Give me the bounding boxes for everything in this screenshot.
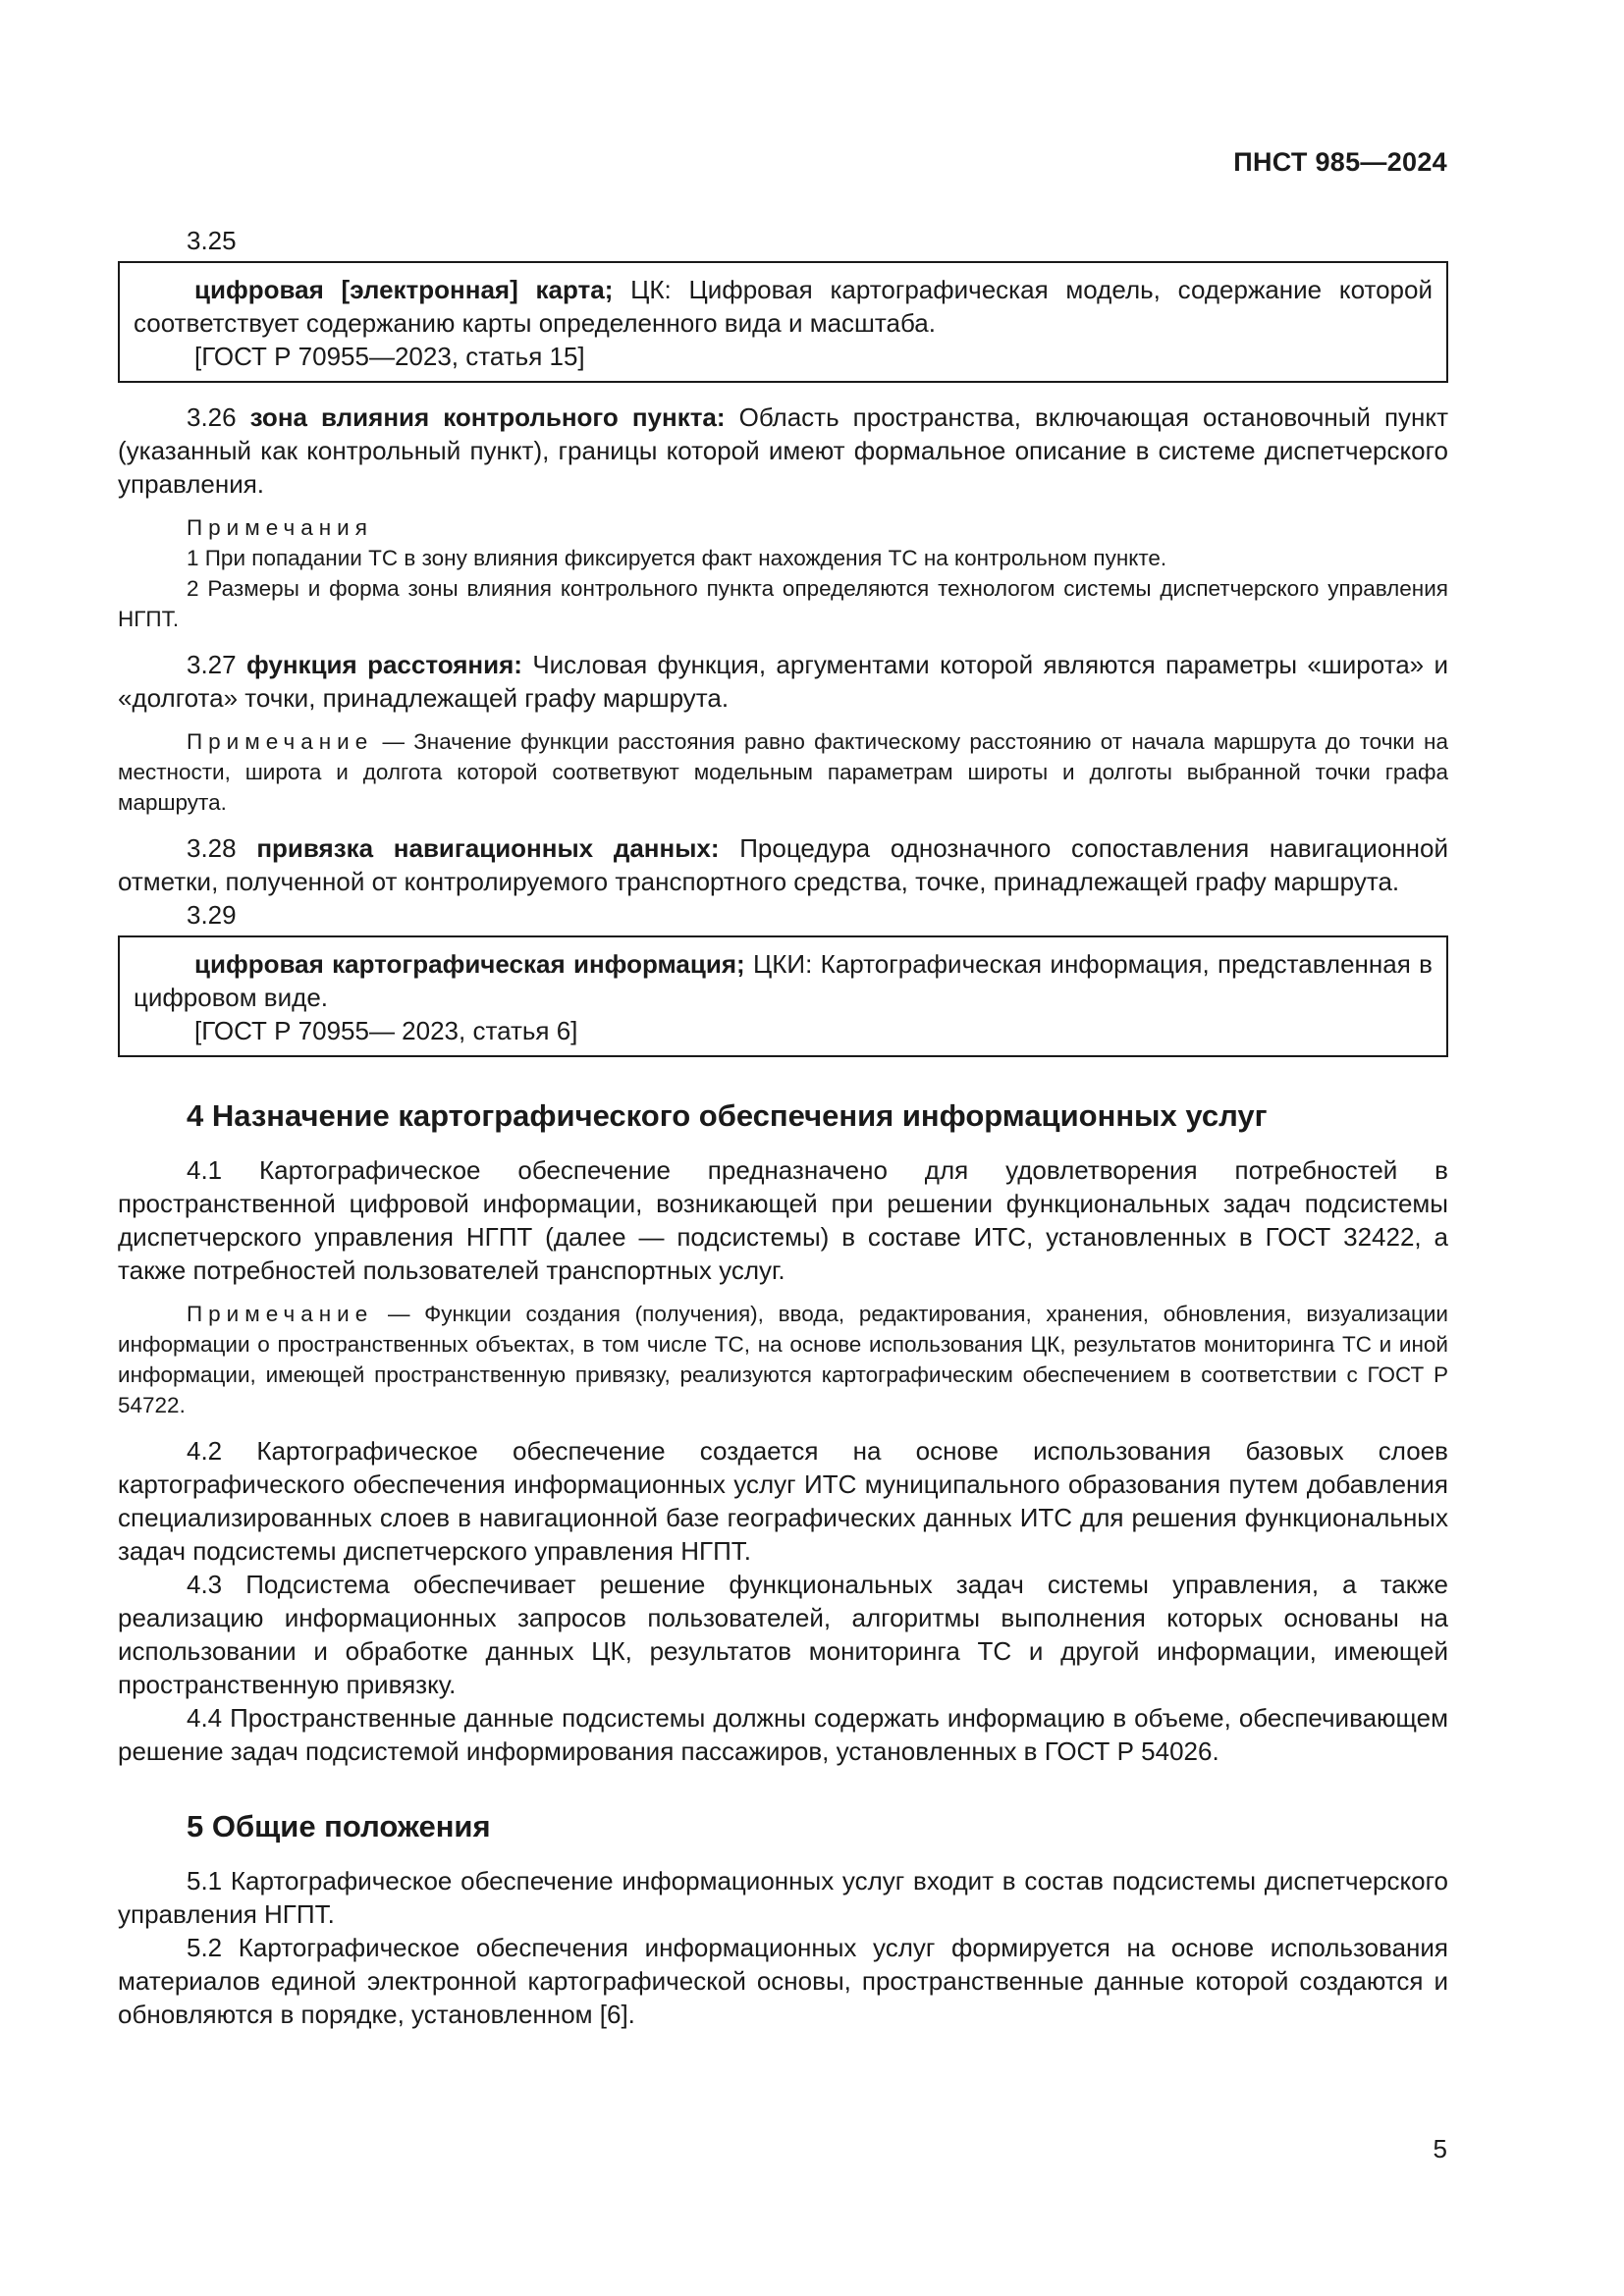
term-title: зона влияния контрольного пункта: xyxy=(249,402,726,432)
paragraph-4-3: 4.3 Подсистема обеспечивает решение функциональных задач системы управления, а также реализацию информационных запросов пользователей, алгоритмы выполнения которых основаны на использовании и обработке данных ЦК, результатов мониторинга ТС и другой информации, имеющей пространственную привязку. xyxy=(118,1570,1448,1699)
document-id: ПНСТ 985—2024 xyxy=(1233,147,1447,177)
term-number: 3.28 xyxy=(187,833,237,863)
term-title: привязка навигационных данных: xyxy=(256,833,720,863)
paragraph-4-2: 4.2 Картографическое обеспечение создается на основе использования базовых слоев картографического обеспечения информационных услуг ИТС муниципального образования путем добавления специализированных слоев в навигационной базе географических данных ИТС для решения функциональных задач подсистемы диспетчерского управления НГПТ. xyxy=(118,1436,1448,1566)
term-text: ЦК: Цифровая картографическая модель, содержание которой соответствует содержанию карты определенного вида и масштаба. xyxy=(134,275,1433,338)
page-number: 5 xyxy=(1433,2134,1447,2163)
note-label: Примечание xyxy=(187,729,374,754)
note-text: — Функции создания (получения), ввода, редактирования, хранения, обновления, визуализации информации о пространственных объектах, в том числе ТС, на основе использования ЦК, результатов мониторинга ТС и иной информации, имеющей пространственную привязку, реализуются картографическим обеспечением в соответствии с ГОСТ Р 54722. xyxy=(118,1302,1448,1417)
term-title: цифровая [электронная] карта; xyxy=(194,275,614,304)
term-number: 3.26 xyxy=(187,402,237,432)
note-text: — Значение функции расстояния равно фактическому расстоянию от начала маршрута до точки на местности, широта и долгота которой соответвуют модельным параметрам широты и долготы выбранной точки графа маршрута. xyxy=(118,729,1448,815)
note-label: Примечание xyxy=(187,1302,374,1326)
term-number: 3.27 xyxy=(187,650,237,679)
term-definition-3-29 xyxy=(134,947,1433,1014)
term-number-3-29: 3.29 xyxy=(187,900,237,930)
term-definition-3-26 xyxy=(118,400,1448,501)
term-text: Числовая функция, аргументами которой являются параметры «широта» и «долгота» точки, принадлежащей графу маршрута. xyxy=(118,650,1449,713)
term-box-3-29 xyxy=(118,935,1448,1057)
note-4-1 xyxy=(118,1299,1448,1420)
note-3-27 xyxy=(118,726,1448,818)
section-5-heading: 5 Общие положения xyxy=(187,1809,491,1843)
notes-title: Примечания xyxy=(187,515,373,540)
note-1: 1 При попадании ТС в зону влияния фиксируется факт нахождения ТС на контрольном пункте. xyxy=(187,546,1167,570)
term-text: ЦКИ: Картографическая информация, представленная в цифровом виде. xyxy=(134,949,1433,1012)
term-title: цифровая картографическая информация; xyxy=(194,949,745,979)
term-source-3-29: [ГОСТ Р 70955— 2023, статья 6] xyxy=(194,1016,578,1045)
paragraph-5-1: 5.1 Картографическое обеспечение информационных услуг входит в состав подсистемы диспетчерского управления НГПТ. xyxy=(118,1866,1448,1929)
paragraph-5-2: 5.2 Картографическое обеспечения информационных услуг формируется на основе использования материалов единой электронной картографической основы, пространственные данные которой создаются и обновляются в порядке, установленном [6]. xyxy=(118,1933,1448,2029)
term-definition-3-27 xyxy=(118,648,1448,715)
term-definition-3-28 xyxy=(118,831,1448,898)
term-box-3-25 xyxy=(118,261,1448,383)
paragraph-4-1: 4.1 Картографическое обеспечение предназначено для удовлетворения потребностей в пространственной цифровой информации, возникающей при решении функциональных задач подсистемы диспетчерского управления НГПТ (далее — подсистемы) в составе ИТС, установленных в ГОСТ 32422, а также потребностей пользователей транспортных услуг. xyxy=(118,1155,1448,1285)
term-number-3-25: 3.25 xyxy=(187,226,237,255)
term-definition-3-25 xyxy=(134,273,1433,340)
term-source-3-25: [ГОСТ Р 70955—2023, статья 15] xyxy=(194,342,585,371)
term-text: Процедура однозначного сопоставления навигационной отметки, полученной от контролируемого транспортного средства, точке, принадлежащей графу маршрута. xyxy=(118,833,1448,896)
note-2: 2 Размеры и форма зоны влияния контрольного пункта определяются технологом системы диспетчерского управления НГПТ. xyxy=(118,576,1448,631)
section-4-heading: 4 Назначение картографического обеспечения информационных услуг xyxy=(187,1098,1268,1133)
paragraph-4-4: 4.4 Пространственные данные подсистемы должны содержать информацию в объеме, обеспечивающем решение задач подсистемой информирования пассажиров, установленных в ГОСТ Р 54026. xyxy=(118,1703,1448,1766)
term-text: Область пространства, включающая остановочный пункт (указанный как контрольный пункт), границы которой имеют формальное описание в системе диспетчерского управления. xyxy=(118,402,1448,499)
term-title: функция расстояния: xyxy=(245,650,522,679)
page-content xyxy=(118,224,1448,2031)
